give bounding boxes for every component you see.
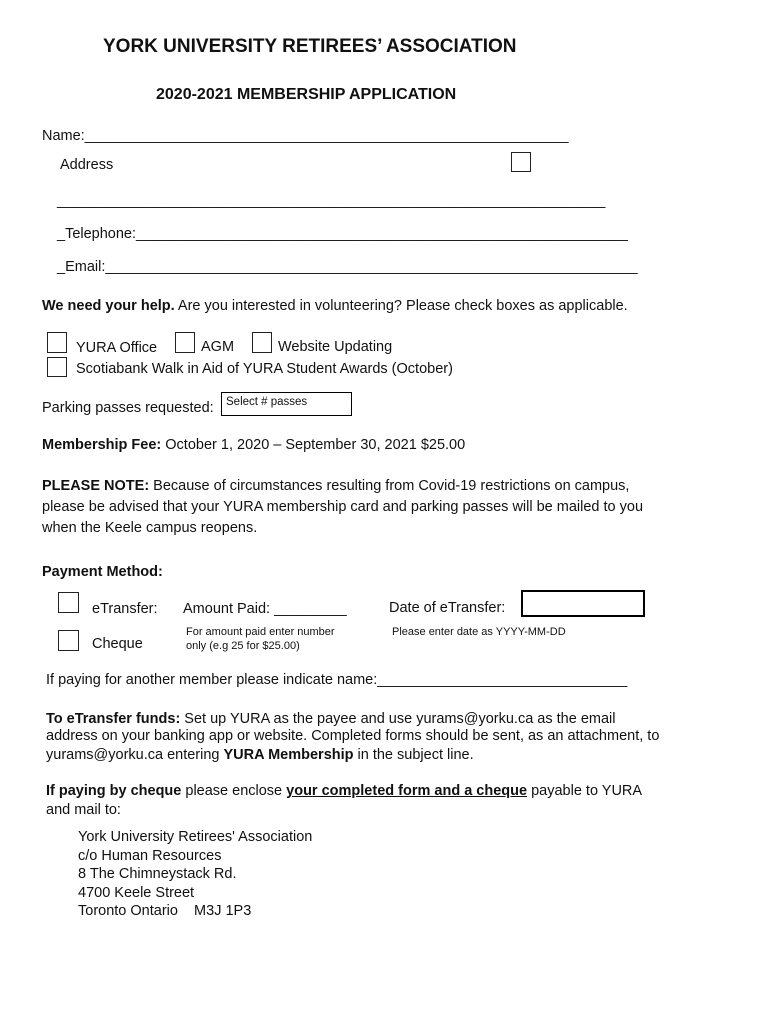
agm-checkbox[interactable] (175, 332, 195, 353)
please-note-line3: when the Keele campus reopens. (42, 520, 258, 536)
membership-fee-label: Membership Fee: (42, 437, 162, 453)
agm-label: AGM (201, 339, 235, 355)
date-of-etransfer-input[interactable] (521, 590, 645, 617)
membership-fee (42, 437, 465, 453)
amount-paid-field[interactable]: Amount Paid: _________ (183, 601, 347, 617)
other-member-name-field[interactable]: If paying for another member please indicate name:_______________________________ (46, 672, 628, 688)
cheque-instructions-bold: If paying by cheque (46, 783, 182, 799)
cheque-label: Cheque (92, 636, 143, 652)
amount-hint-line1: For amount paid enter number (186, 626, 335, 638)
mailing-address-line2: c/o Human Resources (78, 847, 222, 864)
address-label: Address (60, 157, 114, 173)
please-note-line2: please be advised that your YURA membership card and parking passes will be mailed to you (42, 499, 644, 515)
etransfer-label: eTransfer: (92, 601, 158, 617)
address-checkbox[interactable] (511, 152, 531, 172)
amount-hint-line2: only (e.g 25 for $25.00) (186, 640, 300, 652)
form-title: YORK UNIVERSITY RETIREES’ ASSOCIATION (103, 36, 517, 57)
parking-select-value: Select # passes (226, 396, 308, 408)
address-field[interactable]: ____________________________________________________________________ (57, 193, 606, 209)
parking-passes-select[interactable] (221, 392, 352, 416)
yura-office-label: YURA Office (76, 340, 158, 356)
amount-hint (186, 625, 335, 653)
payment-method-heading: Payment Method: (42, 564, 163, 580)
etransfer-instructions (46, 711, 659, 764)
mailing-address-line3: 8 The Chimneystack Rd. (78, 866, 237, 882)
cheque-instructions-line2: and mail to: (46, 802, 121, 818)
etransfer-instructions-line3a: yurams@yorku.ca entering (46, 747, 224, 763)
volunteer-prompt-text: Are you interested in volunteering? Please check boxes as applicable. (174, 298, 628, 314)
etransfer-instructions-line2: address on your banking app or website. Completed forms should be sent, as an attachment, to (46, 728, 660, 744)
mailing-address-line5: Toronto Ontario M3J 1P3 (78, 903, 252, 919)
please-note-line1: Because of circumstances resulting from Covid-19 restrictions on campus, (149, 478, 630, 494)
etransfer-instructions-bold: To eTransfer funds: (46, 711, 181, 727)
name-field[interactable]: Name:____________________________________________________________ (42, 128, 569, 144)
etransfer-instructions-line3b: in the subject line. (353, 747, 474, 763)
telephone-field[interactable]: _Telephone:_____________________________________________________________ (57, 226, 628, 242)
etransfer-checkbox[interactable] (58, 592, 79, 613)
scotiabank-walk-label: Scotiabank Walk in Aid of YURA Student Awards (October) (76, 361, 453, 377)
cheque-instructions (46, 782, 642, 820)
mailing-address-line1: York University Retirees' Association (78, 829, 313, 845)
please-note-label: PLEASE NOTE: (42, 478, 150, 494)
date-hint: Please enter date as YYYY-MM-DD (392, 626, 566, 638)
etransfer-subject-bold: YURA Membership (223, 747, 354, 763)
volunteer-prompt-bold: We need your help. (42, 298, 175, 314)
membership-fee-text: October 1, 2020 – September 30, 2021 $25.00 (161, 437, 466, 453)
cheque-checkbox[interactable] (58, 630, 79, 651)
cheque-instructions-underlined: your completed form and a cheque (286, 783, 528, 799)
form-subtitle: 2020-2021 MEMBERSHIP APPLICATION (156, 86, 457, 103)
website-updating-label: Website Updating (278, 339, 393, 355)
cheque-instructions-text-b: payable to YURA (527, 783, 643, 799)
yura-office-checkbox[interactable] (47, 332, 67, 353)
email-field[interactable]: _Email:__________________________________________________________________ (57, 259, 638, 275)
please-note (42, 476, 643, 539)
etransfer-instructions-line1: Set up YURA as the payee and use yurams@yorku.ca as the email (180, 711, 616, 727)
mailing-address-line4: 4700 Keele Street (78, 884, 195, 901)
date-of-etransfer-label: Date of eTransfer: (389, 600, 506, 616)
website-updating-checkbox[interactable] (252, 332, 272, 353)
parking-label: Parking passes requested: (42, 400, 214, 416)
mailing-address (78, 828, 312, 921)
volunteer-prompt (42, 298, 628, 314)
cheque-instructions-text-a: please enclose (181, 783, 287, 799)
scotiabank-walk-checkbox[interactable] (47, 357, 67, 377)
